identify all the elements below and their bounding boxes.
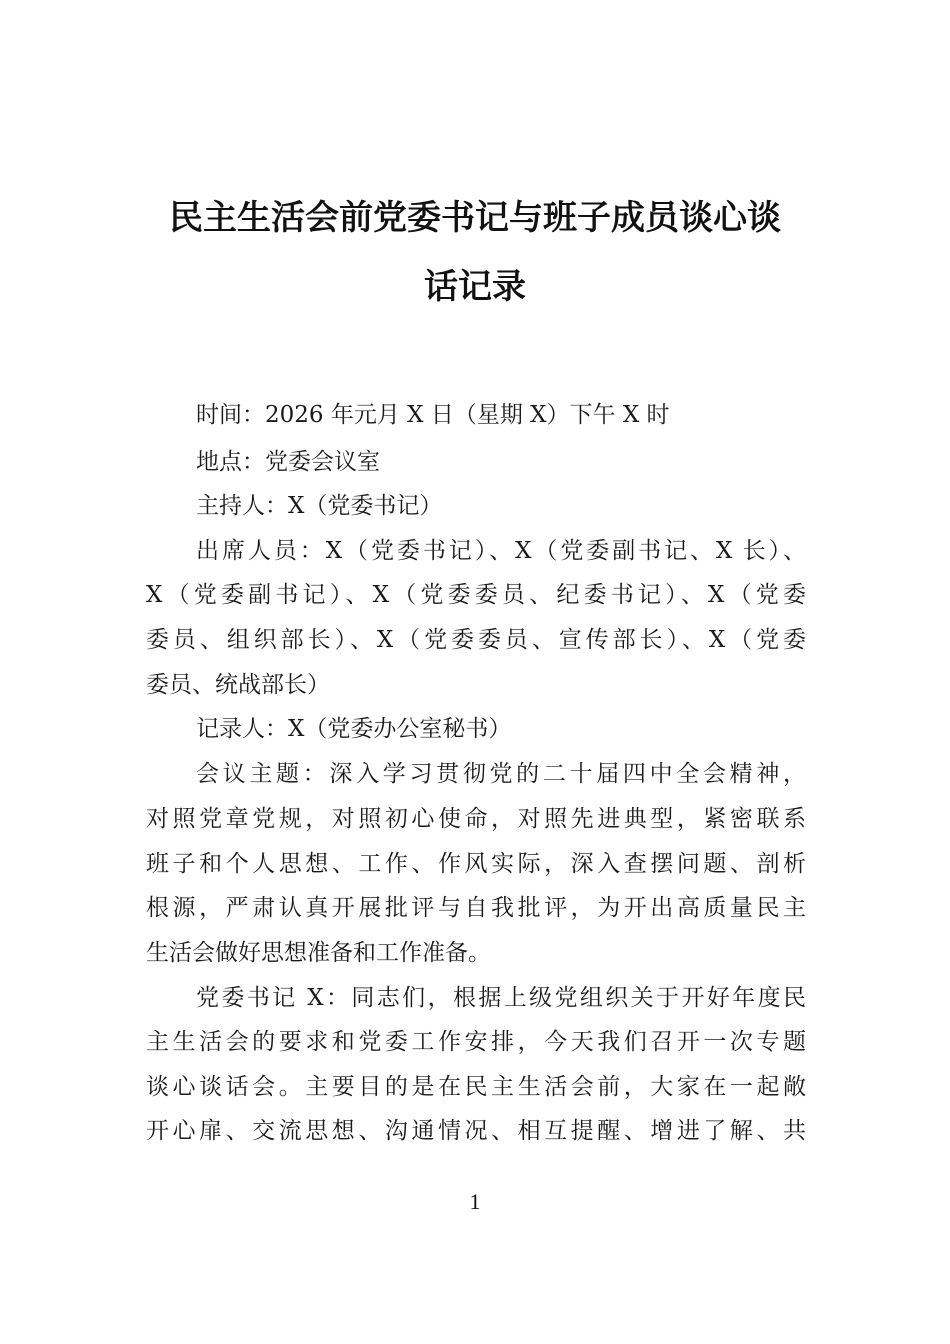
speech-line-2: 主生活会的要求和党委工作安排，今天我们召开一次专题 (146, 1029, 806, 1055)
speech-line-4: 开心扉、交流思想、沟通情况、相互提醒、增进了解、共 (146, 1118, 806, 1144)
document-title-line-1: 民主生活会前党委书记与班子成员谈心谈 (169, 198, 781, 238)
meeting-host: 主持人：X（党委书记） (196, 493, 443, 519)
attendees-line-4: 委员、统战部长） (146, 672, 330, 698)
speech-line-3: 谈心谈话会。主要目的是在民主生活会前，大家在一起敞 (146, 1074, 806, 1100)
theme-line-1: 会议主题：深入学习贯彻党的二十届四中全会精神， (196, 761, 806, 787)
recorder: 记录人：X（党委办公室秘书） (196, 716, 512, 742)
document-title-line-2: 话记录 (424, 267, 526, 307)
theme-line-3: 班子和个人思想、工作、作风实际，深入查摆问题、剖析 (146, 851, 806, 877)
theme-line-5: 生活会做好思想准备和工作准备。 (146, 940, 491, 966)
attendees-line-3: 委员、组织部长）、X（党委委员、宣传部长）、X（党委 (146, 627, 806, 653)
meeting-location: 地点：党委会议室 (196, 449, 380, 475)
theme-line-4: 根源，严肃认真开展批评与自我批评，为开出高质量民主 (146, 895, 806, 921)
attendees-line-1: 出席人员：X（党委书记）、X（党委副书记、X 长）、 (196, 538, 806, 564)
attendees-line-2: X（党委副书记）、X（党委委员、纪委书记）、X（党委 (146, 582, 806, 608)
meeting-time: 时间：2026 年元月 X 日（星期 X）下午 X 时 (196, 402, 670, 428)
speech-line-1: 党委书记 X：同志们，根据上级党组织关于开好年度民 (196, 985, 806, 1011)
page-number: 1 (469, 1189, 481, 1214)
theme-line-2: 对照党章党规，对照初心使命，对照先进典型，紧密联系 (146, 806, 806, 832)
